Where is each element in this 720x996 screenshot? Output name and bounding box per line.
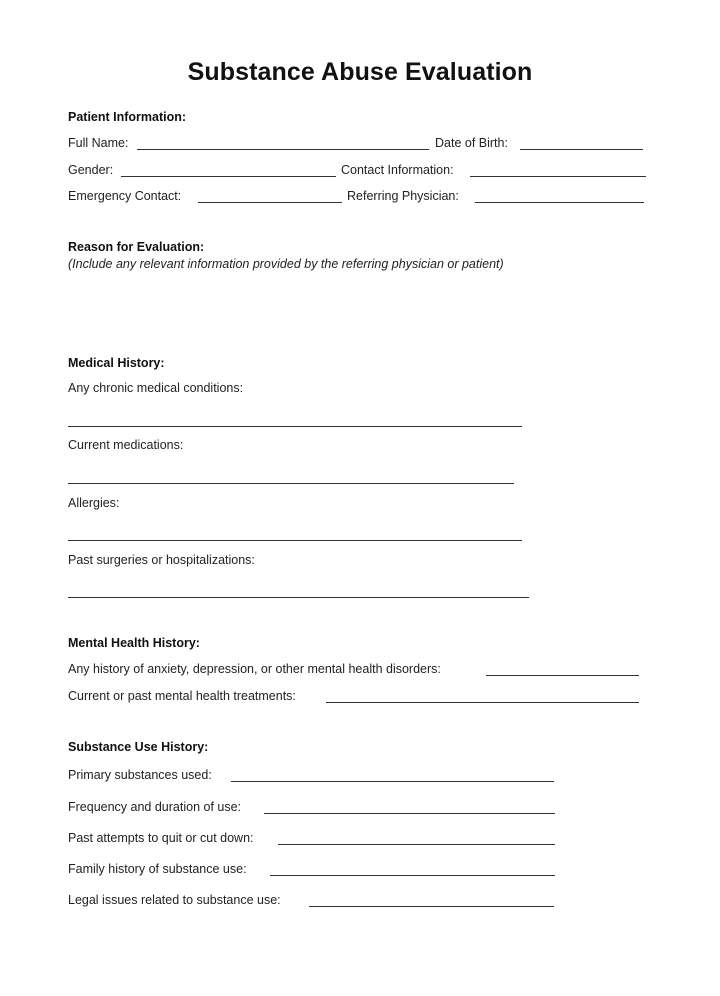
chronic-conditions-label: Any chronic medical conditions: [68, 381, 244, 395]
frequency-field[interactable] [264, 813, 555, 814]
full-name-field[interactable] [137, 149, 429, 150]
patient-info-heading: Patient Information: [68, 110, 187, 124]
surgeries-label: Past surgeries or hospitalizations: [68, 553, 255, 567]
family-history-field[interactable] [270, 875, 555, 876]
mental-treatments-label: Current or past mental health treatments: [68, 689, 296, 703]
quit-attempts-field[interactable] [278, 844, 555, 845]
mental-disorders-label: Any history of anxiety, depression, or other mental health disorders: [68, 662, 441, 676]
reason-heading: Reason for Evaluation: [68, 240, 205, 254]
legal-issues-label: Legal issues related to substance use: [68, 893, 281, 907]
gender-field[interactable] [121, 176, 336, 177]
referring-physician-label: Referring Physician: [347, 189, 459, 203]
form-title: Substance Abuse Evaluation [187, 58, 533, 86]
substance-use-heading: Substance Use History: [68, 740, 209, 754]
reason-note: (Include any relevant information provided by the referring physician or patient) [68, 257, 504, 271]
allergies-label: Allergies: [68, 496, 120, 510]
dob-label: Date of Birth: [435, 136, 508, 150]
emergency-contact-label: Emergency Contact: [68, 189, 182, 203]
quit-attempts-label: Past attempts to quit or cut down: [68, 831, 254, 845]
family-history-label: Family history of substance use: [68, 862, 247, 876]
allergies-field[interactable] [68, 540, 522, 541]
gender-label: Gender: [68, 163, 114, 177]
chronic-conditions-field[interactable] [68, 426, 522, 427]
contact-field[interactable] [470, 176, 646, 177]
primary-substances-label: Primary substances used: [68, 768, 212, 782]
dob-field[interactable] [520, 149, 643, 150]
full-name-label: Full Name: [68, 136, 129, 150]
primary-substances-field[interactable] [231, 781, 554, 782]
medications-label: Current medications: [68, 438, 184, 452]
mental-health-heading: Mental Health History: [68, 636, 200, 650]
surgeries-field[interactable] [68, 597, 529, 598]
contact-label: Contact Information: [341, 163, 454, 177]
mental-disorders-field[interactable] [486, 675, 639, 676]
frequency-label: Frequency and duration of use: [68, 800, 242, 814]
emergency-contact-field[interactable] [198, 202, 342, 203]
legal-issues-field[interactable] [309, 906, 554, 907]
mental-treatments-field[interactable] [326, 702, 639, 703]
referring-physician-field[interactable] [475, 202, 644, 203]
medications-field[interactable] [68, 483, 514, 484]
medical-history-heading: Medical History: [68, 356, 165, 370]
